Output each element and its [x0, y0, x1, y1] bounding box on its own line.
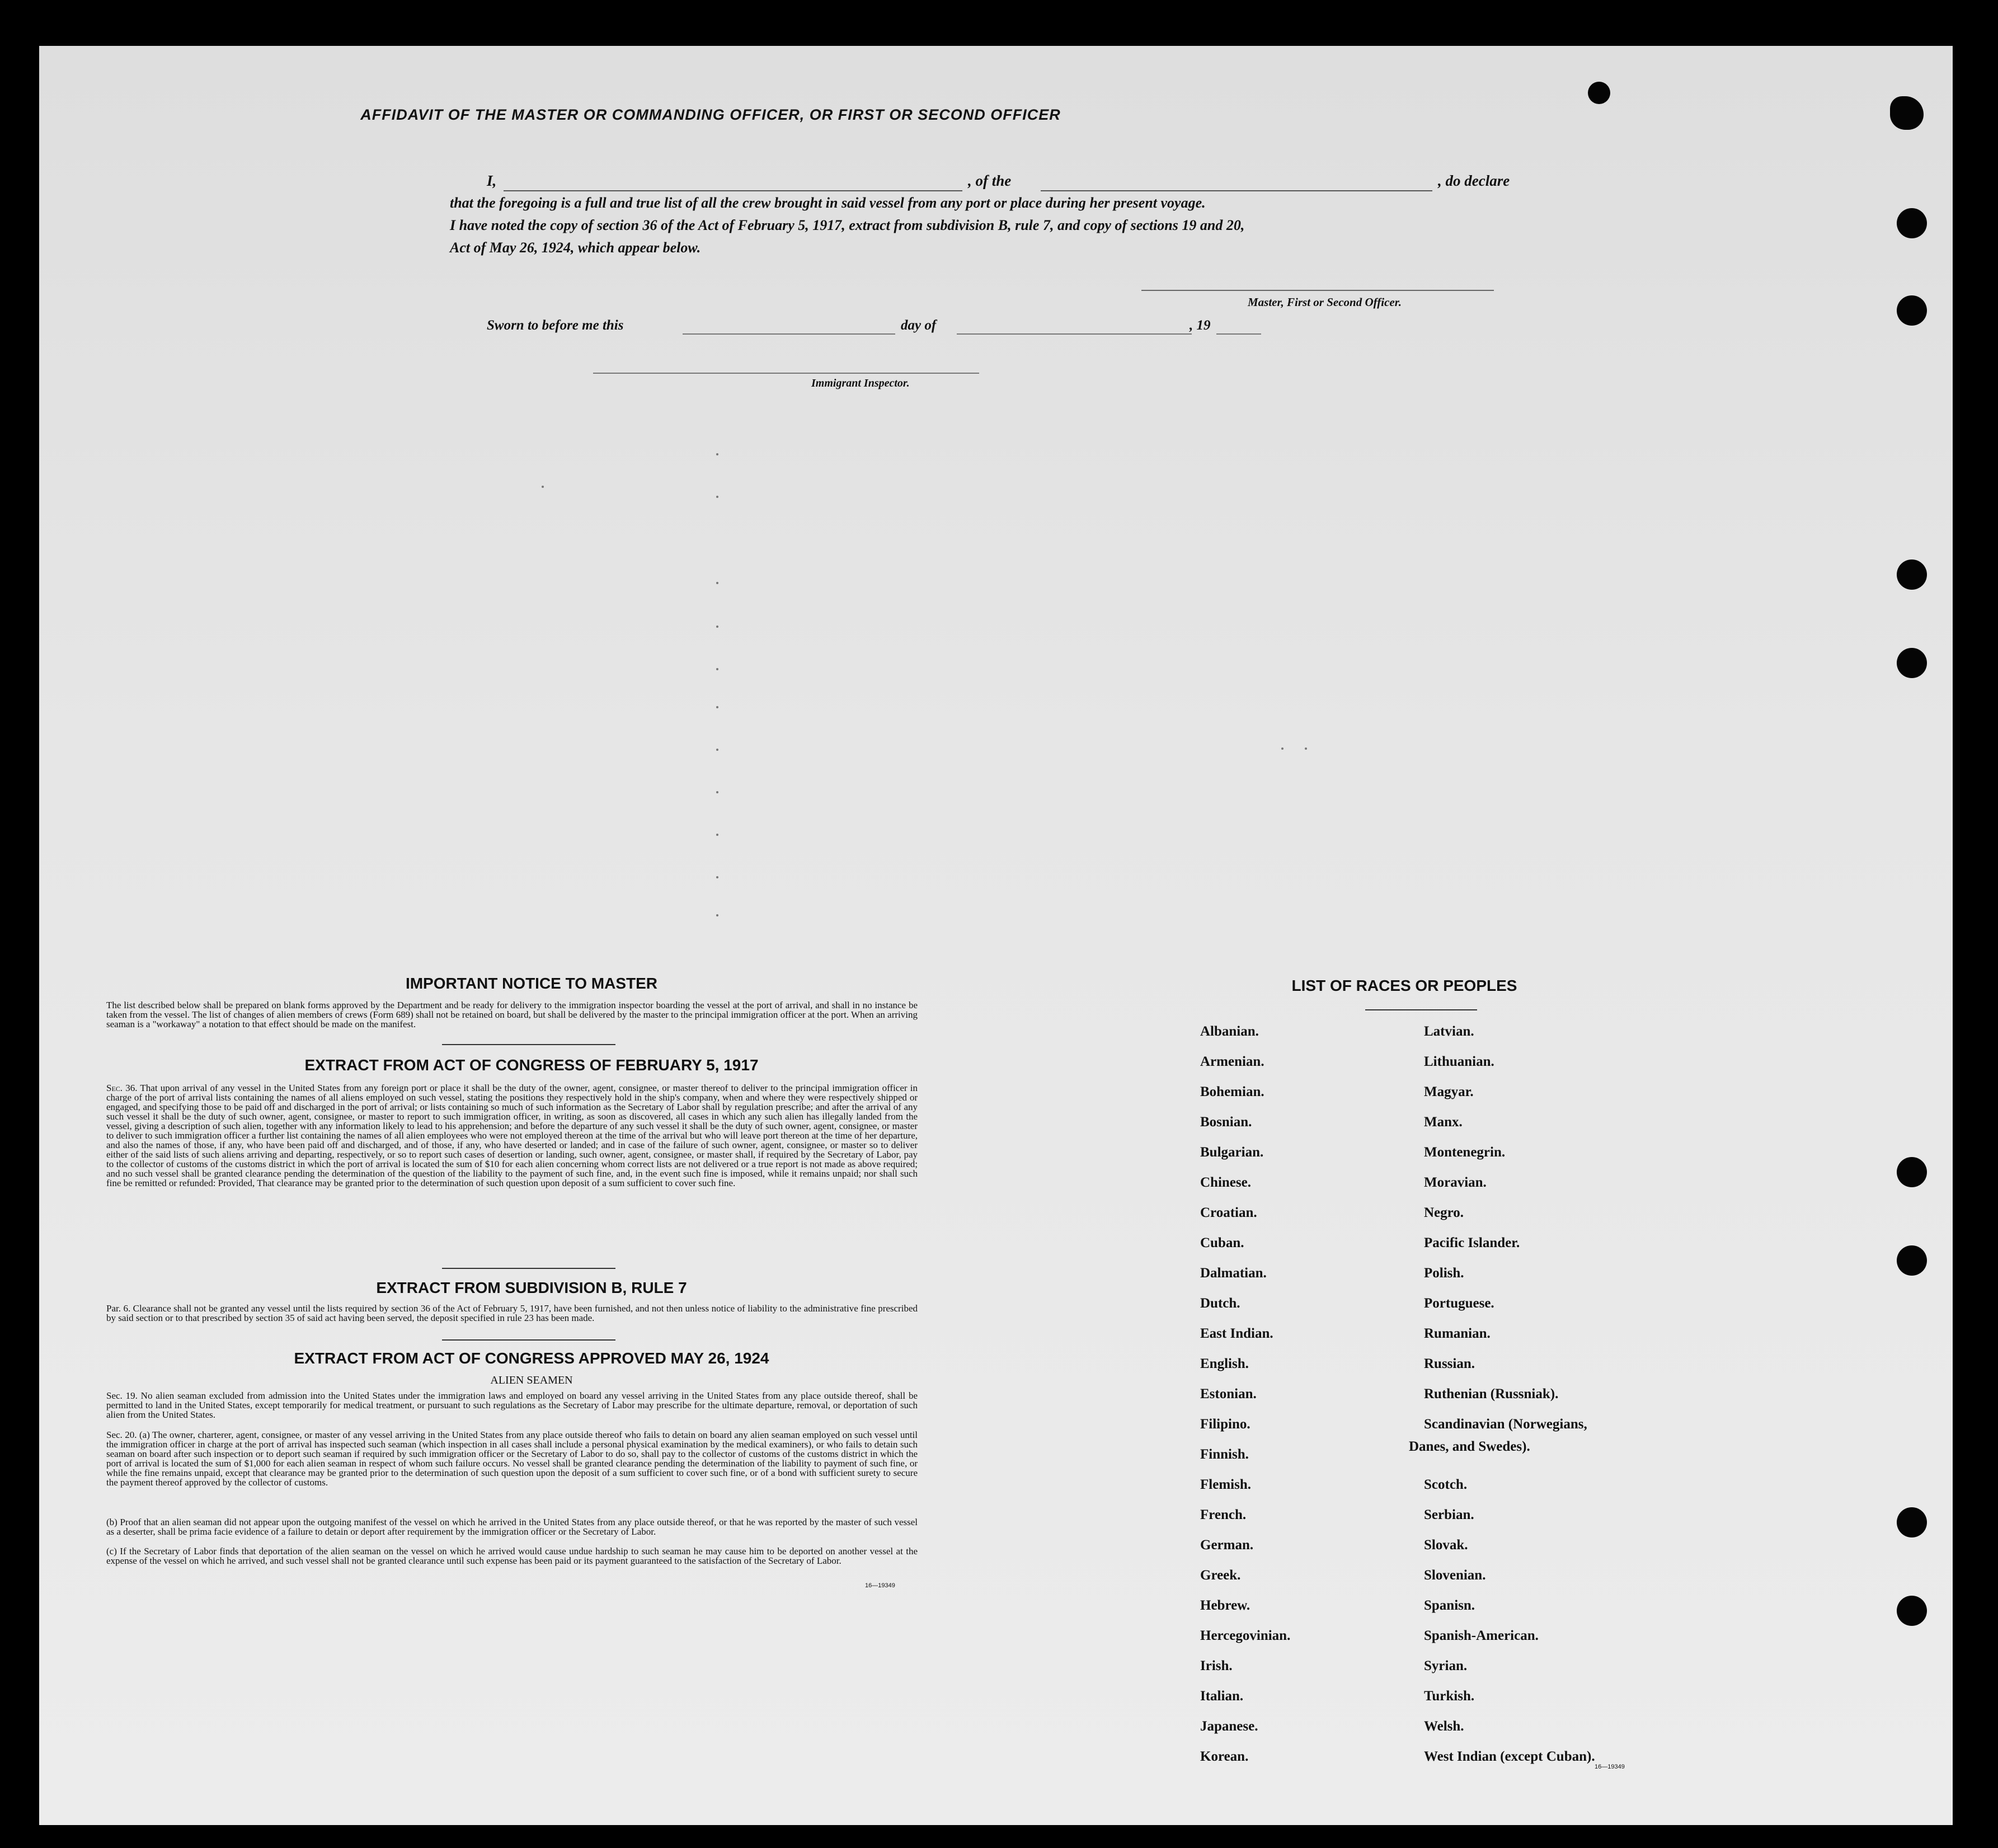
race-item: Magyar. [1424, 1084, 1474, 1099]
race-item: Dutch. [1200, 1296, 1240, 1311]
speck [716, 496, 718, 498]
races-form-number: 16—19349 [1595, 1764, 1625, 1770]
speck [716, 582, 718, 584]
punch-hole [1897, 1596, 1927, 1626]
speck [716, 791, 718, 793]
speck [716, 834, 718, 836]
speck [716, 668, 718, 670]
affidavit-line-3: Act of May 26, 1924, which appear below. [450, 239, 701, 256]
speck [716, 914, 718, 916]
race-item: Welsh. [1424, 1719, 1464, 1734]
extract-1917-text [106, 1083, 918, 1188]
race-item: German. [1200, 1537, 1254, 1553]
race-item: Montenegrin. [1424, 1145, 1506, 1160]
race-item: East Indian. [1200, 1326, 1273, 1341]
speck [542, 486, 544, 488]
race-item: Rumanian. [1424, 1326, 1491, 1341]
race-item: Moravian. [1424, 1175, 1487, 1190]
races-heading: LIST OF RACES OR PEOPLES [1291, 977, 1517, 994]
race-item: Dalmatian. [1200, 1266, 1267, 1281]
race-item: Korean. [1200, 1749, 1249, 1764]
sworn-label: Sworn to before me this [487, 318, 624, 333]
affidavit-i-label: I, [487, 172, 497, 189]
race-item: Armenian. [1200, 1054, 1264, 1069]
affidavit-of-the-label: , of the [968, 172, 1012, 189]
punch-hole [1588, 82, 1610, 104]
notice-text: The list described below shall be prepared on blank forms approved by the Department and be ready for delivery to the immigration inspector boarding the vessel at the port of arrival, and shall in no instance be taken from the vessel. The list of changes of alien members of crews (Form 689) shall not be retained on board, but shall be delivered by the master to the principal immigration officer at the port. When an arriving seaman is a "workaway" a notation to that effect should be made on the manifest. [106, 1000, 918, 1029]
speck [716, 876, 718, 878]
race-item: Bosnian. [1200, 1115, 1252, 1130]
race-item: English. [1200, 1356, 1249, 1371]
year-label: , 19 [1190, 318, 1211, 333]
race-item: Russian. [1424, 1356, 1475, 1371]
extract-1924-sec20b: (b) Proof that an alien seaman did not appear upon the outgoing manifest of the vessel on which he arrived in the United States from any place outside thereof, or that he was reported by the master of such vessel as a deserter, shall be prima facie evidence of a failure to detain or deport after requirement by the immigration officer or the Secretary of Labor. [106, 1517, 918, 1537]
speck [716, 626, 718, 628]
race-item: Slovak. [1424, 1537, 1468, 1553]
race-item: Serbian. [1424, 1507, 1474, 1522]
divider [442, 1339, 615, 1341]
sworn-year-blank[interactable] [1216, 333, 1261, 335]
race-item: Estonian. [1200, 1386, 1257, 1402]
signature-line[interactable] [1141, 290, 1494, 291]
affidavit-line-1: that the foregoing is a full and true list of all the crew brought in said vessel from any port or place during her present voyage. [450, 195, 1206, 211]
speck [716, 749, 718, 751]
divider [1365, 1009, 1477, 1010]
race-scandinavian-cont: Danes, and Swedes). [1409, 1439, 1530, 1454]
extract-1924-sec19: Sec. 19. No alien seaman excluded from admission into the United States under the immigration laws and employed on board any vessel arriving in the United States from any place outside thereof, shall be permitted to land in the United States, except temporarily for medical treatment, or pursuant to such regulations as the Secretary of Labor may prescribe for the ultimate departure, removal, or deportation of such alien from the United States. [106, 1390, 918, 1420]
affidavit-line-2: I have noted the copy of section 36 of the Act of February 5, 1917, extract from subdivision B, rule 7, and copy of sections 19 and 20, [450, 217, 1245, 233]
extract-1924-subheading: ALIEN SEAMEN [490, 1374, 573, 1386]
race-item: Scandinavian (Norwegians, [1424, 1417, 1587, 1432]
punch-hole [1897, 648, 1927, 678]
race-item: Japanese. [1200, 1719, 1258, 1734]
punch-hole [1897, 1507, 1927, 1537]
race-item: Finnish. [1200, 1447, 1249, 1462]
affidavit-declare-label: , do declare [1438, 172, 1510, 189]
vessel-blank[interactable] [1041, 190, 1432, 191]
race-item: West Indian (except Cuban). [1424, 1749, 1595, 1764]
subdivision-b-text: Par. 6. Clearance shall not be granted any vessel until the lists required by section 36 of the Act of February 5, 1917, have been furnished, and not then unless notice of liability to the administrative fine prescribed by said section or to that prescribed by section 35 of said act having been served, the deposit specified in rule 23 has been made. [106, 1303, 918, 1323]
race-item: Croatian. [1200, 1205, 1257, 1220]
punch-hole [1897, 1245, 1927, 1276]
extract-1924-sec20a: Sec. 20. (a) The owner, charterer, agent, consignee, or master of any vessel arriving in the United States from any place outside thereof who fails to detain on board any alien seaman employed on such vessel until the immigration officer in charge at the port of arrival has inspected such seaman (which inspection in all cases shall include a personal physical examination by the medical examiners), or who fails to detain such seaman on board after such inspection or to deport such seaman if required by such immigration officer or the Secretary of Labor to do so, shall pay to the collector of customs of the customs district in which the port of arrival is located the sum of $1,000 for each alien seaman in respect of whom such failure occurs. No vessel shall be granted clearance pending the determination of the liability to payment of such fine, or while the fine remains unpaid, except that clearance may be granted prior to the determination of such question upon the deposit of a sum sufficient to cover such fine, or of a bond with sufficient surety to secure the payment thereof approved by the collector of customs. [106, 1430, 918, 1488]
punch-hole [1897, 1157, 1927, 1187]
race-item: Negro. [1424, 1205, 1464, 1220]
race-item: Bohemian. [1200, 1084, 1264, 1099]
extract-1917-sec: Sec. 36. [106, 1083, 138, 1093]
race-item: Latvian. [1424, 1024, 1474, 1039]
race-item: Albanian. [1200, 1024, 1259, 1039]
race-item: Spanisn. [1424, 1598, 1475, 1613]
race-item: Scotch. [1424, 1477, 1468, 1492]
race-item: Flemish. [1200, 1477, 1251, 1492]
affidavit-title: AFFIDAVIT OF THE MASTER OR COMMANDING OFFICER, OR FIRST OR SECOND OFFICER [360, 106, 1061, 123]
race-item: Spanish-American. [1424, 1628, 1539, 1643]
race-item: Filipino. [1200, 1417, 1250, 1432]
race-item: Turkish. [1424, 1689, 1475, 1704]
divider [442, 1044, 615, 1045]
document-page [39, 46, 1953, 1825]
punch-hole [1897, 295, 1927, 326]
race-item: Chinese. [1200, 1175, 1251, 1190]
race-item: Ruthenian (Russniak). [1424, 1386, 1559, 1402]
divider [442, 1268, 615, 1269]
extract-1924-heading: EXTRACT FROM ACT OF CONGRESS APPROVED MAY 26, 1924 [294, 1349, 769, 1367]
subdivision-b-heading: EXTRACT FROM SUBDIVISION B, RULE 7 [376, 1279, 687, 1296]
name-blank[interactable] [504, 190, 962, 191]
extract-1917-body: That upon arrival of any vessel in the United States from any foreign port or place it shall be the duty of the owner, agent, consignee, or master thereof to deliver to the principal immigration officer in charge of the port of arrival lists containing the names of all aliens employed on such vessel, stating the positions they respectively hold in the ship's company, when and where they were respectively shipped or engaged, and specifying those to be paid off and discharged in the port of arrival; or lists containing so much of such information as the Secretary of Labor shall by regulation prescribe; and after the arrival of any such vessel it shall be the duty of such owner, agent, consignee, or master to report to such immigration officer, in writing, as soon as discovered, all cases in which any such alien has illegally landed from the vessel, giving a description of such alien, together with any information likely to lead to his apprehension; and before the departure of any such vessel it shall be the duty of such owner, agent, consignee, or master to deliver to such immigration officer a further list containing the names of all alien employees who were not employed thereon at the time of the arrival but who will leave port thereon at the time of her departure, and also the names of those, if any, who have been paid off and discharged, and of those, if any, who have deserted or landed; and in case of the failure of such owner, agent, consignee, or master so to deliver either of the said lists of such aliens arriving and departing, respectively, or so to report such cases of desertion or landing, such owner, agent, consignee, or master shall, if required by the Secretary of Labor, pay to the collector of customs of the customs district in which the port of arrival is located the sum of $10 for each alien concerning whom correct lists are not delivered or a true report is not made as above required; and no such vessel shall be granted clearance pending the determination of the question of the liability to the payment of such fine, and, in the event such fine is imposed, while it remains unpaid; nor shall such fine be remitted or refunded: Provided, That clearance may be granted prior to the determination of such question upon deposit of a sum sufficient to cover such fine. [106, 1083, 918, 1188]
punch-hole [1897, 559, 1927, 590]
race-item: Greek. [1200, 1568, 1241, 1583]
race-item: Irish. [1200, 1658, 1233, 1673]
sworn-month-blank[interactable] [957, 333, 1192, 335]
race-item: Portuguese. [1424, 1296, 1494, 1311]
punch-hole [1897, 208, 1927, 238]
race-item: Italian. [1200, 1689, 1244, 1704]
race-item: Lithuanian. [1424, 1054, 1494, 1069]
day-of-label: day of [901, 318, 937, 333]
form-number: 16—19349 [865, 1582, 895, 1589]
race-item: Hercegovinian. [1200, 1628, 1291, 1643]
race-item: Cuban. [1200, 1235, 1244, 1250]
race-item: Bulgarian. [1200, 1145, 1264, 1160]
inspector-label: Immigrant Inspector. [811, 377, 910, 389]
sworn-day-blank[interactable] [683, 333, 895, 335]
speck [1305, 747, 1307, 750]
notice-heading: IMPORTANT NOTICE TO MASTER [405, 975, 658, 992]
inspector-line[interactable] [593, 373, 979, 374]
race-item: Polish. [1424, 1266, 1464, 1281]
signature-label: Master, First or Second Officer. [1248, 295, 1402, 309]
punch-hole [1890, 96, 1924, 130]
race-item: Manx. [1424, 1115, 1463, 1130]
speck [716, 453, 718, 455]
race-item: Syrian. [1424, 1658, 1468, 1673]
race-item: French. [1200, 1507, 1247, 1522]
speck [1281, 747, 1284, 750]
race-item: Slovenian. [1424, 1568, 1486, 1583]
race-item: Hebrew. [1200, 1598, 1250, 1613]
race-item: Pacific Islander. [1424, 1235, 1520, 1250]
speck [716, 706, 718, 708]
extract-1924-sec20c: (c) If the Secretary of Labor finds that deportation of the alien seaman on the vessel on which he arrived would cause undue hardship to such seaman he may cause him to be deported on another vessel at the expense of the vessel on which he arrived, and such vessel shall not be granted clearance until such expense has been paid or its payment guaranteed to the satisfaction of the Secretary of Labor. [106, 1546, 918, 1566]
extract-1917-heading: EXTRACT FROM ACT OF CONGRESS OF FEBRUARY 5, 1917 [304, 1056, 759, 1074]
